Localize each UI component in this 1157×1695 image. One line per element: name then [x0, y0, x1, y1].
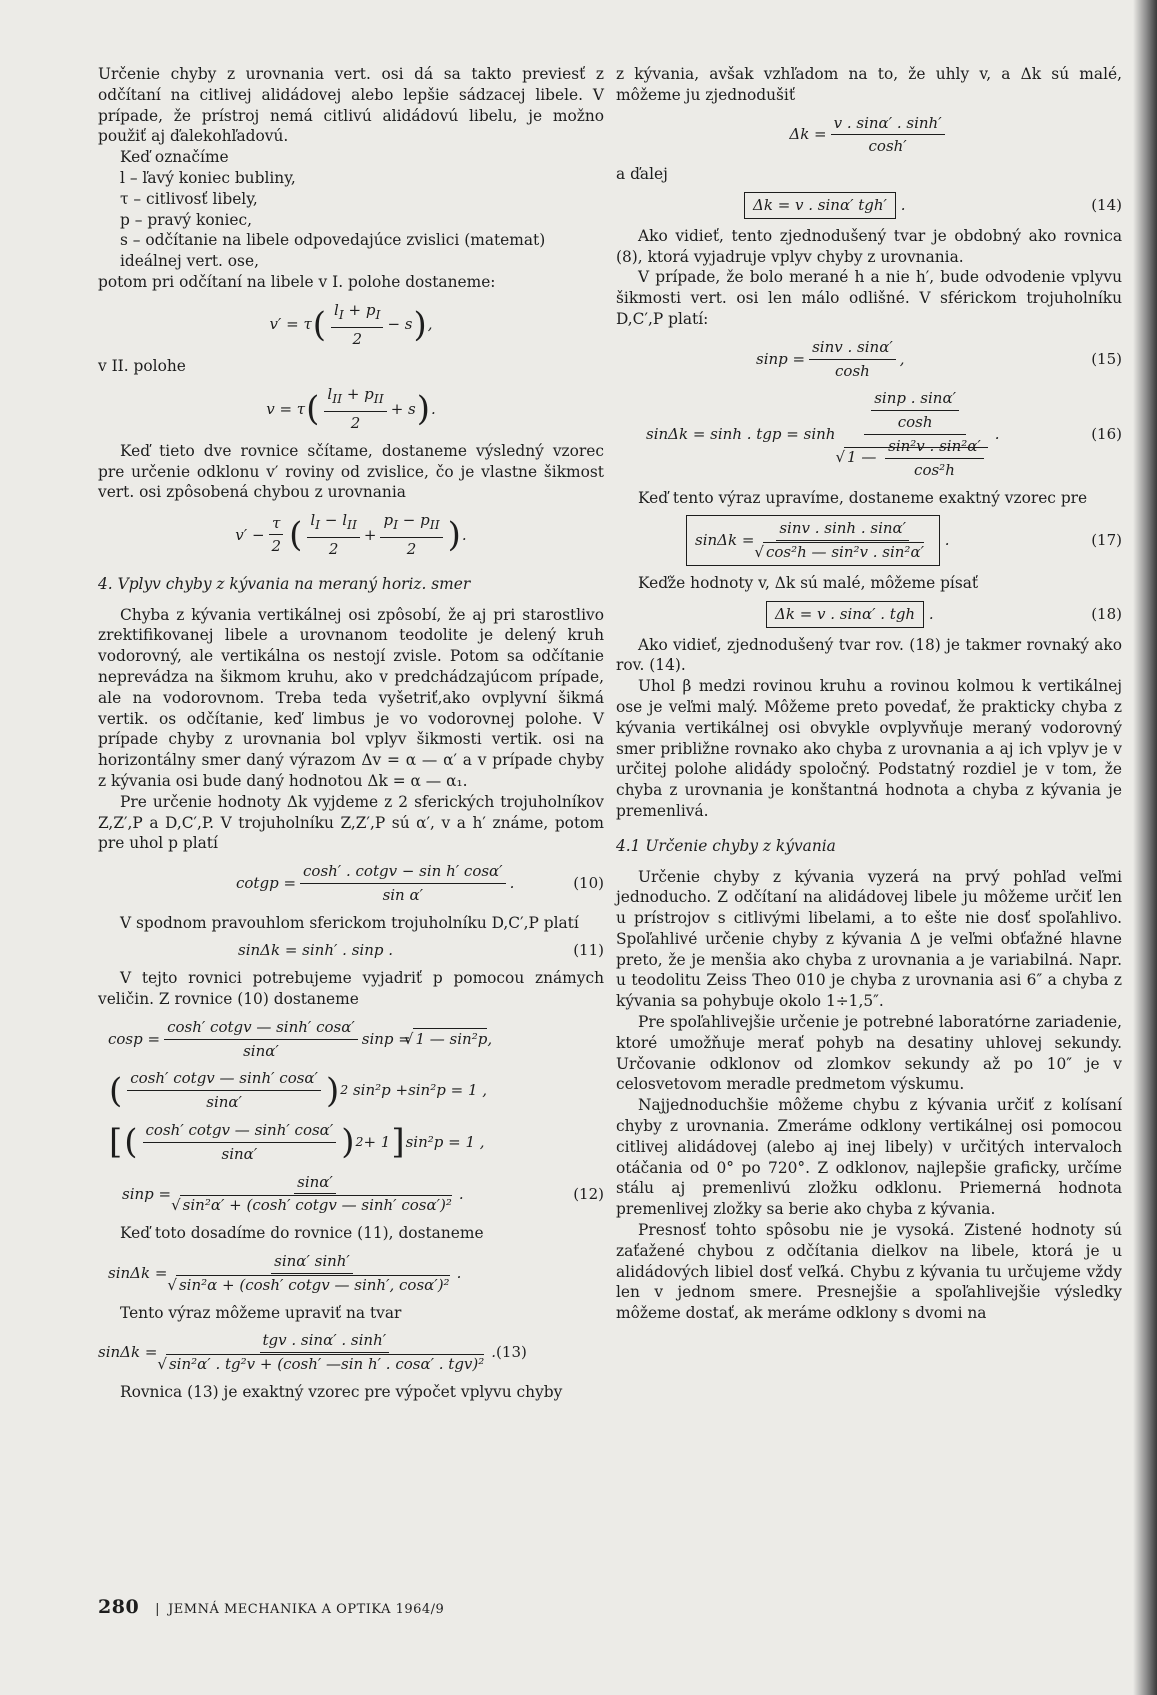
paragraph: Rovnica (13) je exaktný vzorec pre výpočet vplyvu chyby: [120, 1383, 563, 1402]
paragraph: Ako vidieť, zjednodušený tvar rov. (18) je takmer rovnaký ako rov. (14).: [616, 635, 1122, 675]
definition-item: p – pravý koniec,: [120, 210, 253, 229]
equation-11: sinΔk = sinh′ . sinp . (11): [238, 941, 604, 960]
page-number: 280: [98, 1596, 140, 1618]
equation-cosp: cosp = cosh′ cotgv — sinh′ cosα′ sinα′ sinp = √ 1 — sin²p ,: [98, 1017, 604, 1062]
equation-v-prime-result: v′ − τ 2 ( $l_I - l_{II}$ 2 + $p_I - p_{II}$ 2 ) .: [235, 511, 467, 558]
equation-v-2: v = τ ( $l_{II} + p_{II}$ 2 + s ) .: [266, 385, 436, 432]
equation-number: (17): [1091, 531, 1122, 550]
section-heading: 4. Vplyv chyby z kývania na meraný horiz. smer: [98, 574, 471, 593]
equation-dk-simple: Δk = v . sinα′ . sinh′ cosh′: [616, 113, 1122, 158]
equation-13: sinΔk = tgv . sinα′ . sinh′ √ sin²α′ . tg²v + (cosh′ —sin h′ . cosα′ . tgv)² . (13): [98, 1330, 604, 1375]
equation-16: sinΔk = sinh . tgp = sinh $\frac{\sin p . \sin\alpha'}{\cosh}$ √ 1 — $\frac{\text{sin²v . sin²α′}}{\text{cos²h}}$ . (16): [616, 388, 1122, 480]
equation-12: sinp = sinα′ √ sin²α′ + (cosh′ cotgv — sinh′ cosα′)² . (12): [98, 1172, 604, 1217]
paragraph: V prípade, že bolo merané h a nie h′, bude odvodenie vplyvu šikmosti vert. osi len málo odlišné. V sférickom trojuholníku D,C′,P platí:: [616, 268, 1122, 328]
definition-item: l – ľavý koniec bubliny,: [120, 168, 296, 187]
paragraph: Keď označíme: [120, 148, 229, 167]
paragraph: V spodnom pravouhlom sferickom trojuholníku D,C′,P platí: [120, 913, 579, 932]
equation-bracket: [ ( cosh′ cotgv — sinh′ cosα′ sinα′ ) 2 + 1 ] sin²p = 1 ,: [109, 1121, 485, 1163]
paragraph: Keď tento výraz upravíme, dostaneme exaktný vzorec pre: [638, 488, 1088, 507]
paragraph: Keď toto dosadíme do rovnice (11), dostaneme: [120, 1224, 484, 1243]
definition-item: τ – citlivosť libely,: [120, 189, 258, 208]
definition-item: s – odčítanie na libele odpovedajúce zvislici (matemat) ideálnej vert. ose,: [120, 231, 546, 271]
footer-separator: |: [155, 1602, 161, 1617]
paragraph: Presnosť tohto spôsobu nie je vysoká. Zistené hodnoty sú zaťažené chybou z odčítania dielkov na libele, ktorá je u alidádových libiel dosť veľká. Chybu z kývania tu určujeme vždy len v jednom smere. Presnejšie a spoľahlivejšie výsledky môžeme dostať, ak meráme odklony s dvomi na: [616, 1221, 1122, 1323]
equation-number: (12): [573, 1184, 604, 1203]
equation-17: sinΔk = sinv . sinh . sinα′ √ cos²h — sin²v . sin²α′ . (17): [616, 515, 1122, 566]
definition-list: [98, 168, 604, 272]
equation-number: (10): [573, 873, 604, 892]
paragraph: Určenie chyby z urovnania vert. osi dá sa takto previesť z odčítaní na citlivej alidádovej alebo lepšie sádzacej libele. V prípade, že prístroj nemá citlivú alidádovú libelu, je možno použiť aj ďalekohľadovú.: [98, 65, 604, 146]
journal-name: JEMNÁ MECHANIKA A OPTIKA 1964/9: [168, 1602, 445, 1617]
equation-10: cotgp = $\frac{\text{cosh′ . cotgv − sin h′ cosα′}}{\text{sin α′}}$ . (10): [236, 862, 604, 904]
right-column: [616, 64, 1122, 1324]
paragraph: Keď tieto dve rovnice sčítame, dostaneme výsledný vzorec pre určenie odklonu v′ roviny od zvislice, čo je vlastne šikmost vert. osi zpôsobená chybou z urovnania: [98, 441, 604, 502]
paragraph: Pre spoľahlivejšie určenie je potrebné laboratórne zariadenie, ktoré umožňuje merať pohyb na desatiny uhlovej sekundy. Určovanie odklonov od zlomkov sekundy až po 10″ je v celosvetovom meradle predmetom výskumu.: [616, 1013, 1122, 1094]
section-heading: 4.1 Určenie chyby z kývania: [616, 836, 836, 855]
paragraph: z kývania, avšak vzhľadom na to, že uhly v, a Δk sú malé, môžeme ju zjednodušiť: [616, 65, 1122, 104]
paragraph: v II. polohe: [98, 357, 186, 376]
paragraph: Chyba z kývania vertikálnej osi zpôsobí, že aj pri starostlivo zrektifikovanej libele a urovnanom teodolite je delený kruh vodorovný, ale vertikálna os nestojí zvisle. Potom sa odčítanie neprevádza na šikmom kruhu, ako v predchádzajúcom prípade, ale na vodorovnom. Treba teda vyšetriť,ako ovplyvní šikmá vertik. os odčítanie, keď limbus je vo vodorovnej polohe. V prípade chyby z urovnania bol vplyv šikmosti vertik. osi na horizontálny smer daný výrazom Δv = α — α′ a v prípade chyby z kývania osi bude daný hodnotou Δk = α — α₁.: [98, 605, 604, 790]
equation-14: Δk = v . sinα′ tgh′ . (14): [616, 192, 1122, 219]
equation-v-prime-1: v′ = τ ( $l_I + p_I$ 2 − s ) ,: [269, 300, 433, 348]
page-footer: [98, 1596, 444, 1618]
equation-15: sinp = $\frac{\sin v . \sin\alpha'}{\cosh}$ , (15): [756, 337, 1122, 380]
paragraph: Najjednoduchšie môžeme chybu z kývania určiť z kolísaní chyby z urovnania. Zmeráme odklony vertikálnej osi pomocou citlivej alidádovej (alebo aj inej libely) v určitých intervaloch otáčania od 0° po 720°. Z odklonov, najlepšie graficky, určíme stálu aj premenlivú zložku odklonu. Priemerná hodnota premenlivej zložky sa berie ako chyba z kývania.: [616, 1096, 1122, 1219]
equation-number: (14): [1091, 195, 1122, 214]
paragraph: Tento výraz môžeme upraviť na tvar: [120, 1303, 402, 1322]
equation-number: (15): [1091, 349, 1122, 368]
equation-number: (11): [573, 941, 604, 960]
equation-sin-dk: sinΔk = sinα′ sinh′ √ sin²α + (cosh′ cotgv — sinh′, cosα′)² .: [98, 1251, 604, 1296]
equation-18: Δk = v . sinα′ . tgh . (18): [616, 601, 1122, 628]
book-spine-shadow: [1133, 0, 1157, 1695]
left-column: [98, 64, 604, 1403]
paragraph: Ako vidieť, tento zjednodušený tvar je obdobný ako rovnica (8), ktorá vyjadruje vplyv chyby z urovnania.: [616, 226, 1122, 266]
paragraph: Uhol β medzi rovinou kruhu a rovinou kolmou k vertikálnej ose je veľmi malý. Môžeme preto povedať, že prakticky chyba z kývania vertikálnej osi obvykle ovplyvňuje meraný vodorovný smer približne rovnako ako chyba z urovnania a aj ich vplyv je v určitej polohe alidády spoločný. Podstatný rozdiel je v tom, že chyba z urovnania je konštantná hodnota a chyba z kývania je premenlivá.: [616, 677, 1122, 820]
equation-square: ( cosh′ cotgv — sinh′ cosα′ sinα′ ) 2 sin²p +sin²p = 1 ,: [109, 1069, 488, 1112]
paragraph: Pre určenie hodnoty Δk vyjdeme z 2 sferických trojuholníkov Z,Z′,P a D,C′,P. V trojuholníku Z,Z′,P sú α′, v a h′ známe, potom pre uhol p platí: [98, 792, 604, 853]
equation-number: (13): [496, 1343, 527, 1362]
equation-number: (18): [1091, 604, 1122, 623]
paragraph: Keďže hodnoty v, Δk sú malé, môžeme písať: [638, 573, 979, 592]
equation-number: (16): [1091, 425, 1122, 444]
paragraph: Určenie chyby z kývania vyzerá na prvý pohľad veľmi jednoducho. Z odčítaní na alidádovej libele ju môžeme určiť len u prístrojov s citlivými libelami, a to ešte nie dosť spoľahlivo. Spoľahlivé určenie chyby z kývania Δ je veľmi obťažné hlavne preto, že je menšia ako chyba z urovnania a je variabilná. Napr. u teodolitu Zeiss Theo 010 je chyba z urovnania asi 6″ a chyba z kývania sa pohybuje okolo 1÷1,5″.: [616, 867, 1122, 1011]
paragraph: V tejto rovnici potrebujeme vyjadriť p pomocou známych veličin. Z rovnice (10) dostaneme: [98, 969, 604, 1009]
paragraph: potom pri odčítaní na libele v I. polohe dostaneme:: [98, 272, 496, 291]
paragraph: a ďalej: [616, 165, 668, 184]
